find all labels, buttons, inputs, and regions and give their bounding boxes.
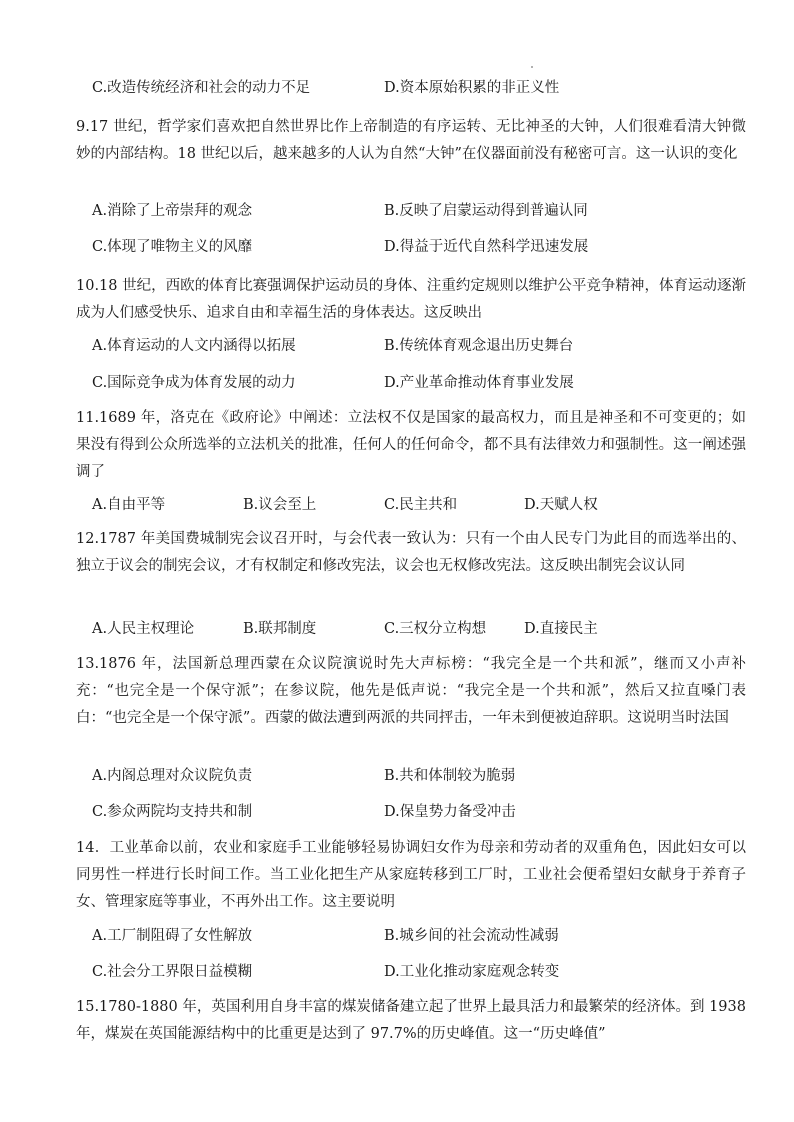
q12-option-c[interactable]: C.三权分立构想 xyxy=(384,621,487,637)
q9-option-b[interactable]: B.反映了启蒙运动得到普遍认同 xyxy=(384,203,588,219)
q13-option-b[interactable]: B.共和体制较为脆弱 xyxy=(384,768,516,784)
q10-option-b[interactable]: B.传统体育观念退出历史舞台 xyxy=(384,338,574,354)
q9-stem: 9.17 世纪，哲学家们喜欢把自然世界比作上帝制造的有序运转、无比神圣的大钟，人们很难看清大钟微妙的内部结构。18 世纪以后，越来越多的人认为自然“大钟”在仪器面前没有秘密可言。这一认识的变化 xyxy=(76,119,746,162)
q13-option-c[interactable]: C.参众两院均支持共和制 xyxy=(92,804,253,820)
q14-option-a[interactable]: A.工厂制阻碍了女性解放 xyxy=(92,928,253,944)
q13-option-d[interactable]: D.保皇势力备受冲击 xyxy=(384,804,516,820)
q10-option-c[interactable]: C.国际竞争成为体育发展的动力 xyxy=(92,375,296,391)
q9-option-d[interactable]: D.得益于近代自然科学迅速发展 xyxy=(384,239,589,255)
q14-option-b[interactable]: B.城乡间的社会流动性减弱 xyxy=(384,928,559,944)
q9-option-a[interactable]: A.消除了上帝崇拜的观念 xyxy=(92,203,253,219)
q9-option-c[interactable]: C.体现了唯物主义的风靡 xyxy=(92,239,253,255)
q10-stem: 10.18 世纪，西欧的体育比赛强调保护运动员的身体、注重约定规则以维护公平竞争精神，体育运动逐渐成为人们感受快乐、追求自由和幸福生活的身体表达。这反映出 xyxy=(76,278,746,321)
q12-stem: 12.1787 年美国费城制宪会议召开时，与会代表一致认为：只有一个由人民专门为此目的而选举出的、独立于议会的制宪会议，才有权制定和修改宪法，议会也无权修改宪法。这反映出制宪会议认同 xyxy=(76,531,746,574)
q11-option-d[interactable]: D.天赋人权 xyxy=(524,497,598,513)
q12-option-a[interactable]: A.人民主权理论 xyxy=(92,621,195,637)
q11-option-a[interactable]: A.自由平等 xyxy=(92,497,166,513)
scan-dot xyxy=(531,66,533,68)
q8-option-d[interactable]: D.资本原始积累的非正义性 xyxy=(384,80,560,96)
q11-option-b[interactable]: B.议会至上 xyxy=(243,497,317,513)
q8-option-c[interactable]: C.改造传统经济和社会的动力不足 xyxy=(92,80,311,96)
q10-option-d[interactable]: D.产业革命推动体育事业发展 xyxy=(384,375,574,391)
q14-option-c[interactable]: C.社会分工界限日益模糊 xyxy=(92,964,253,980)
q13-option-a[interactable]: A.内阁总理对众议院负责 xyxy=(92,768,253,784)
q11-stem: 11.1689 年，洛克在《政府论》中阐述：立法权不仅是国家的最高权力，而且是神圣和不可变更的；如果没有得到公众所选举的立法机关的批准，任何人的任何命令，都不具有法律效力和强制性。这一阐述强调了 xyxy=(76,410,746,480)
q12-option-b[interactable]: B.联邦制度 xyxy=(243,621,317,637)
q14-option-d[interactable]: D.工业化推动家庭观念转变 xyxy=(384,964,560,980)
q14-stem: 14．工业革命以前，农业和家庭手工业能够轻易协调妇女作为母亲和劳动者的双重角色，因此妇女可以同男性一样进行长时间工作。当工业化把生产从家庭转移到工厂时，工业社会便希望妇女献身于养育子女、管理家庭等事业，不再外出工作。这主要说明 xyxy=(76,840,746,910)
q13-stem: 13.1876 年，法国新总理西蒙在众议院演说时先大声标榜：“我完全是一个共和派”，继而又小声补充：“也完全是一个保守派”；在参议院，他先是低声说：“我完全是一个共和派”，然后又拉直嗓门表白：“也完全是一个保守派”。西蒙的做法遭到两派的共同抨击，一年未到便被迫辞职。这说明当时法国 xyxy=(76,656,746,726)
q15-stem: 15.1780-1880 年，英国利用自身丰富的煤炭储备建立起了世界上最具活力和最繁荣的经济体。到 1938 年，煤炭在英国能源结构中的比重更是达到了 97.7%的历史峰值。这一“历史峰值” xyxy=(76,999,746,1042)
q10-option-a[interactable]: A.体育运动的人文内涵得以拓展 xyxy=(92,338,296,354)
q11-option-c[interactable]: C.民主共和 xyxy=(384,497,458,513)
q12-option-d[interactable]: D.直接民主 xyxy=(524,621,598,637)
